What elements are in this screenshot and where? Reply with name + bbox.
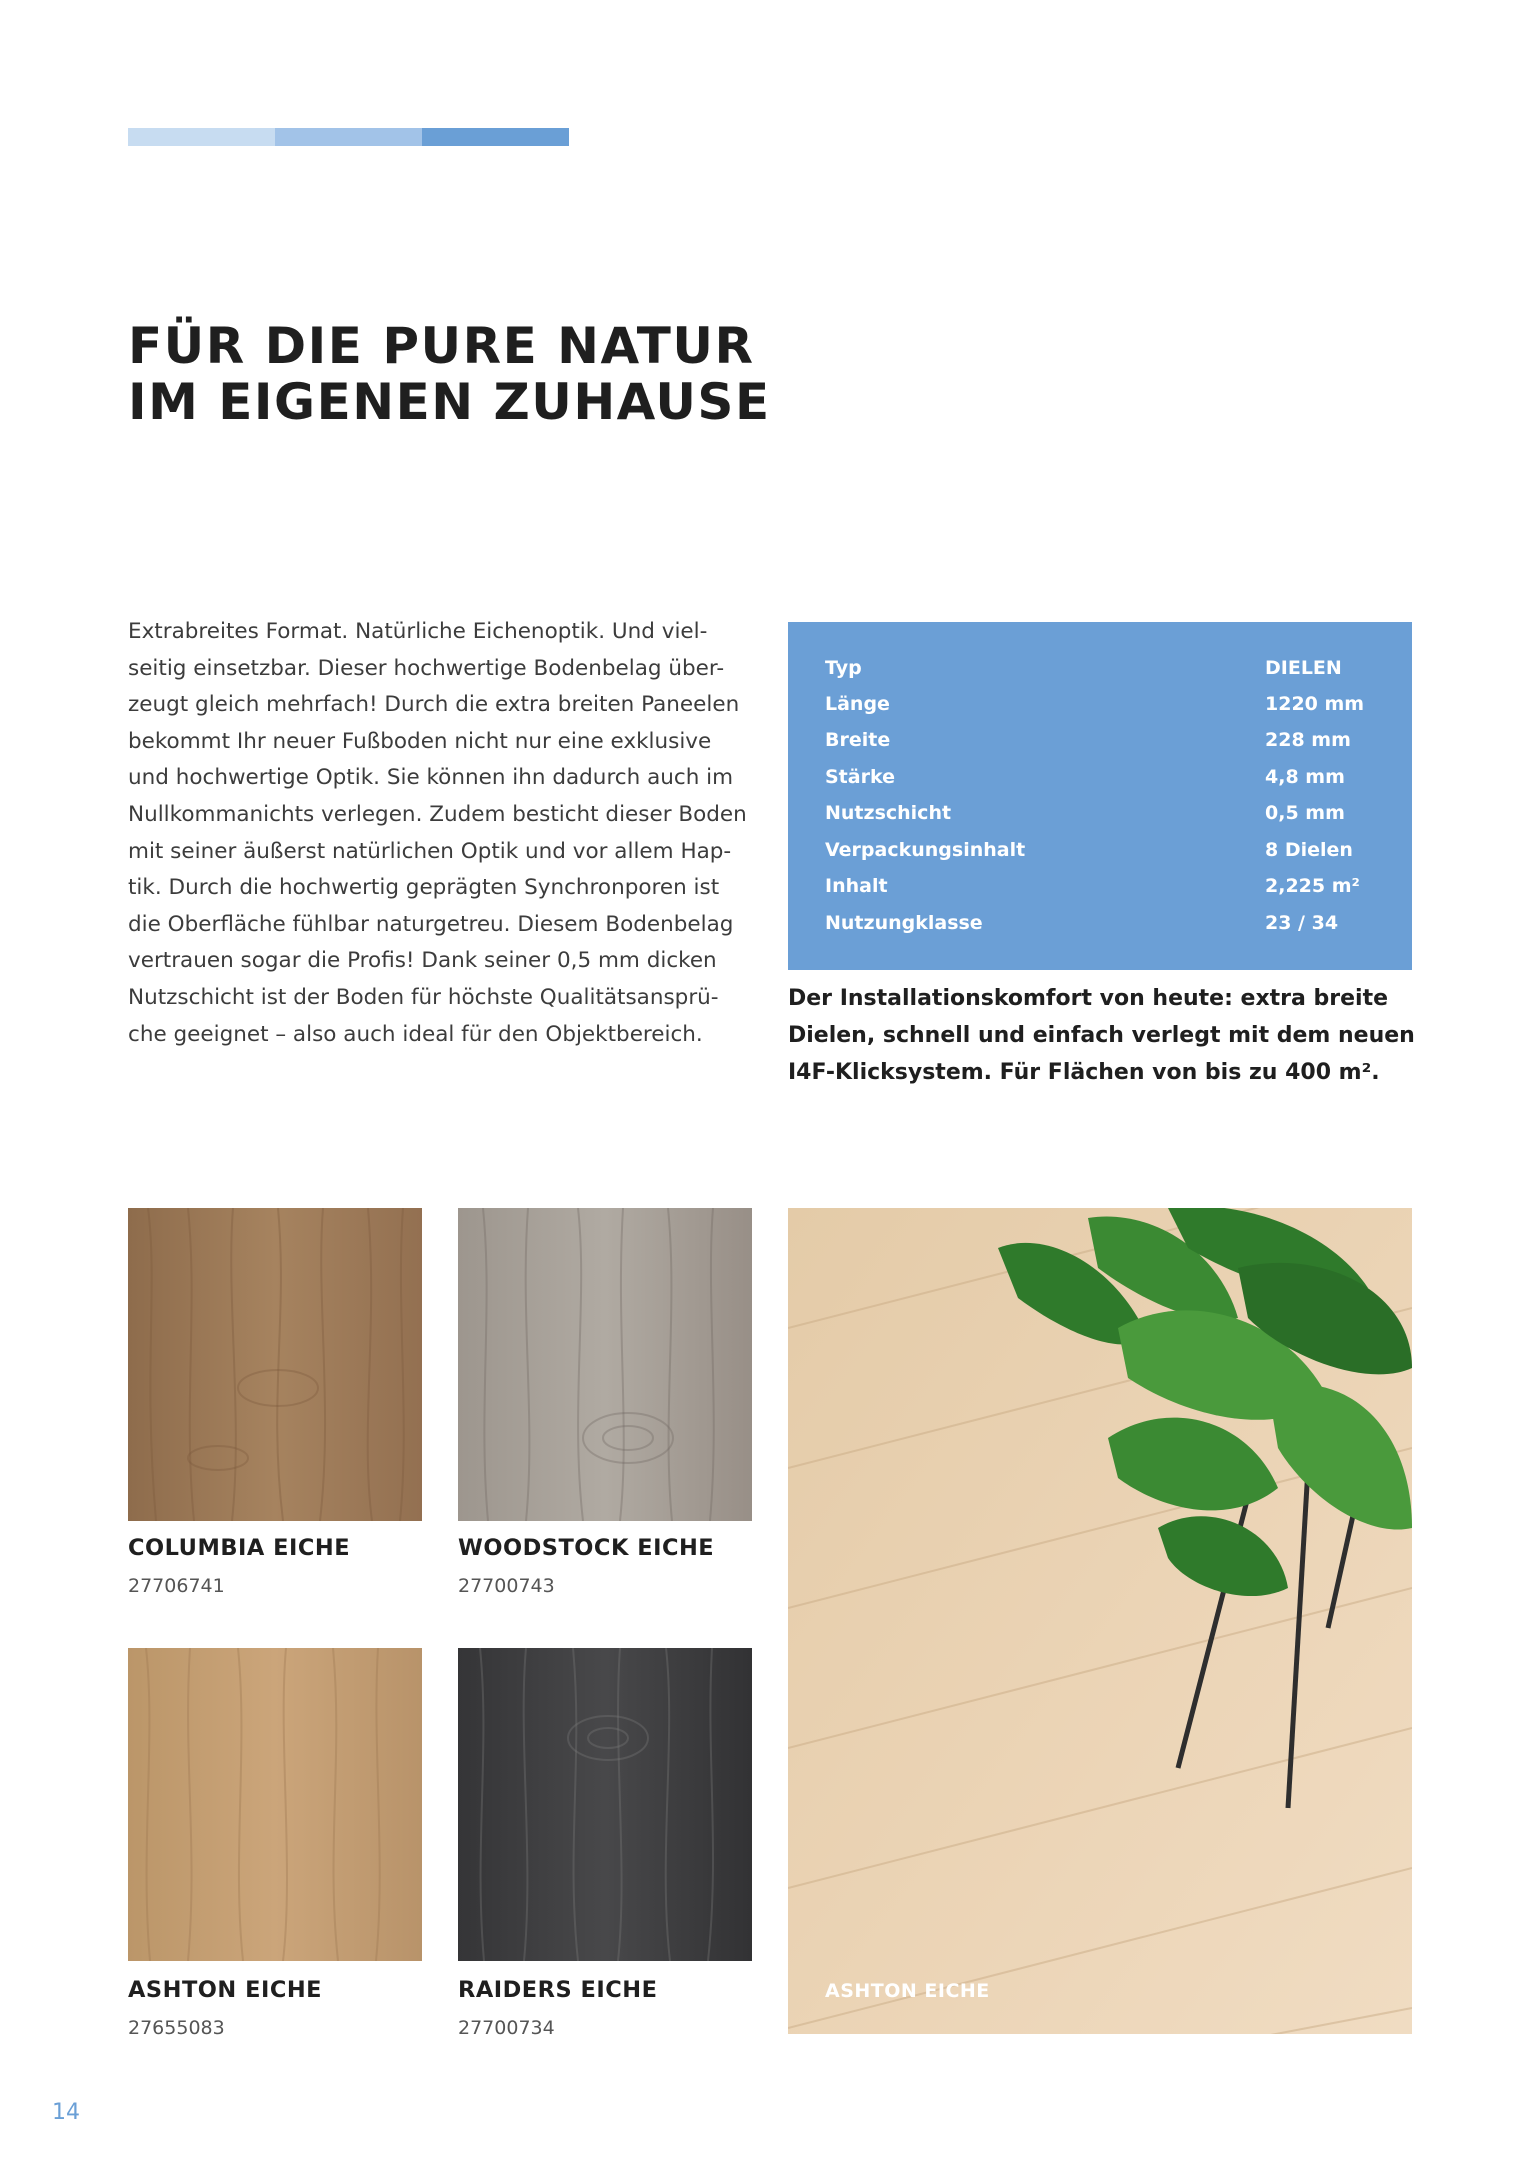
product-code: 27706741 [128,1575,225,1597]
spec-value: 228 mm [1265,729,1351,751]
spec-label: Inhalt [825,875,888,897]
wood-texture-image [128,1648,422,1961]
tagline-line: Dielen, schnell und einfach verlegt mit dem neuen [788,1023,1415,1048]
swatch-columbia-eiche [128,1208,422,1521]
spec-row-nutzungklasse [825,905,1385,941]
intro-line: bekommt Ihr neuer Fußboden nicht nur eine exklusive [128,728,712,754]
decor-bar-light [128,128,275,146]
intro-line: Extrabreites Format. Natürliche Eichenoptik. Und viel- [128,619,708,644]
spec-label: Nutzschicht [825,802,952,824]
spec-row-laenge [825,686,1385,722]
wood-texture-image [128,1208,422,1521]
tagline-line: I4F-Klicksystem. Für Flächen von bis zu 400 m². [788,1060,1380,1085]
installation-tagline [788,980,1428,1091]
page-headline [128,318,771,430]
product-code: 27655083 [128,2017,225,2039]
swatch-woodstock-eiche [458,1208,752,1521]
spec-label: Nutzungklasse [825,912,983,934]
spec-row-nutzschicht [825,795,1385,831]
intro-line: die Oberfläche fühlbar naturgetreu. Diesem Bodenbelag [128,911,734,937]
intro-line: vertrauen sogar die Profis! Dank seiner 0,5 mm dicken [128,948,717,974]
room-caption: ASHTON EICHE [825,1980,990,2002]
spec-row-verpackungsinhalt [825,832,1385,868]
spec-label: Breite [825,729,891,751]
intro-line: seitig einsetzbar. Dieser hochwertige Bodenbelag über- [128,655,725,681]
product-code: 27700734 [458,2017,555,2039]
page-number: 14 [52,2100,80,2125]
intro-line: Nutzschicht ist der Boden für höchste Qualitätsansprü- [128,984,719,1010]
decor-bar-medium [275,128,422,146]
spec-label: Typ [825,657,862,679]
spec-label: Verpackungsinhalt [825,839,1026,861]
intro-line: che geeignet – also auch ideal für den Objektbereich. [128,1021,703,1047]
spec-value: 23 / 34 [1265,912,1339,934]
intro-line: zeugt gleich mehrfach! Durch die extra breiten Paneelen [128,692,740,718]
decor-bar-dark [422,128,569,146]
intro-line: und hochwertige Optik. Sie können ihn dadurch auch im [128,765,734,791]
headline-line-1: FÜR DIE PURE NATUR [128,317,755,375]
intro-line: tik. Durch die hochwertig geprägten Synchronporen ist [128,875,720,901]
spec-table [788,622,1412,970]
swatch-raiders-eiche [458,1648,752,1961]
product-code: 27700743 [458,1575,555,1597]
spec-row-inhalt [825,868,1385,904]
room-photo [788,1208,1412,2034]
spec-value: 8 Dielen [1265,839,1353,861]
spec-value: 1220 mm [1265,693,1365,715]
spec-row-staerke [825,759,1385,795]
intro-line: Nullkommanichts verlegen. Zudem besticht dieser Boden [128,801,747,827]
product-name: ASHTON EICHE [128,1977,323,2003]
tagline-line: Der Installationskomfort von heute: extra breite [788,986,1389,1011]
spec-value: 0,5 mm [1265,802,1345,824]
spec-value: 4,8 mm [1265,766,1345,788]
spec-label: Länge [825,693,890,715]
headline-line-2: IM EIGENEN ZUHAUSE [128,373,771,431]
spec-row-breite [825,722,1385,758]
spec-row-typ [825,650,1385,686]
spec-value: DIELEN [1265,657,1342,679]
product-name: RAIDERS EICHE [458,1977,658,2003]
intro-text [128,614,760,1053]
product-name: COLUMBIA EICHE [128,1535,351,1561]
floor-plant-image [788,1208,1412,2034]
product-name: WOODSTOCK EICHE [458,1535,715,1561]
swatch-ashton-eiche [128,1648,422,1961]
wood-texture-image [458,1208,752,1521]
spec-value: 2,225 m² [1265,875,1360,897]
intro-line: mit seiner äußerst natürlichen Optik und vor allem Hap- [128,838,732,864]
wood-texture-image [458,1648,752,1961]
spec-label: Stärke [825,766,895,788]
